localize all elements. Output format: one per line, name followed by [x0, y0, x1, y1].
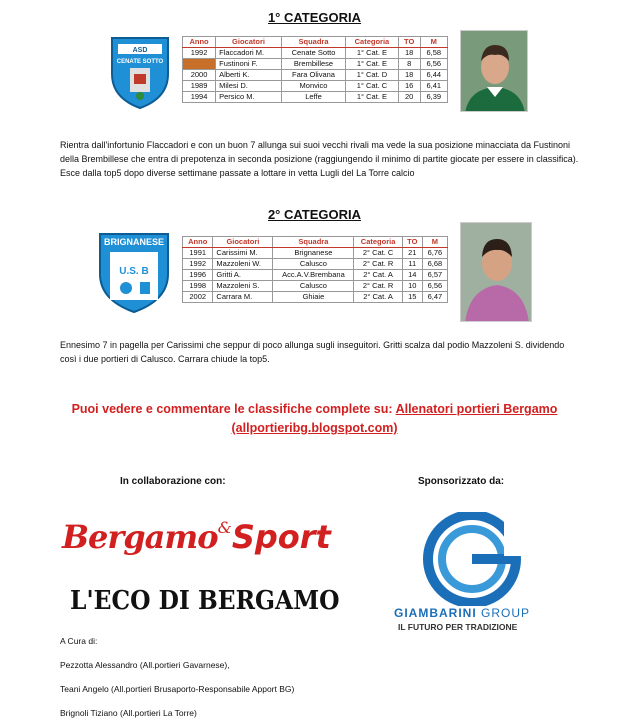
col-anno: Anno — [183, 237, 213, 248]
promo-link[interactable]: Allenatori portieri Bergamo — [395, 402, 558, 416]
cell: 20 — [398, 92, 420, 103]
cell: Carissimi M. — [213, 248, 273, 259]
bergamo-sport-logo — [62, 518, 362, 568]
table-row — [183, 59, 448, 70]
cell: Flaccadori M. — [216, 48, 282, 59]
cell: 1992 — [183, 259, 213, 270]
cell: Monvico — [281, 81, 345, 92]
logo-text-asd: ASD — [132, 47, 148, 54]
cell: 18 — [398, 70, 420, 81]
cat1-title: 1° CATEGORIA — [267, 10, 362, 25]
cell: 6,76 — [422, 248, 447, 259]
eco-di-bergamo-logo: L'ECO DI BERGAMO — [70, 586, 340, 616]
cell: 2002 — [183, 292, 213, 303]
col-giocatori: Giocatori — [216, 37, 282, 48]
cell: 1° Cat. E — [346, 59, 399, 70]
cell: Mazzoleni S. — [213, 281, 273, 292]
col-squadra: Squadra — [273, 237, 354, 248]
sport-word: Sport — [231, 518, 331, 556]
table-row — [183, 81, 448, 92]
col-m: M — [420, 37, 447, 48]
table-row — [183, 270, 448, 281]
cell: 2° Cat. R — [354, 259, 402, 270]
cell: Calusco — [273, 281, 354, 292]
cell: 1996 — [183, 270, 213, 281]
brignanese-logo — [96, 230, 172, 314]
cell: 8 — [398, 59, 420, 70]
cell: 2° Cat. R — [354, 281, 402, 292]
cell: Fustinoni F. — [216, 59, 282, 70]
cell: 2000 — [183, 70, 216, 81]
logo-text-brignanese: BRIGNANESE — [103, 237, 165, 247]
logo-letters: U.S. B — [119, 266, 149, 277]
cell: Calusco — [273, 259, 354, 270]
col-categoria: Categoria — [354, 237, 402, 248]
cell: 18 — [398, 48, 420, 59]
giambarini-g-logo — [420, 512, 524, 606]
table-row — [183, 281, 448, 292]
giambarini-tagline: IL FUTURO PER TRADIZIONE — [398, 622, 518, 632]
table-row — [183, 70, 448, 81]
cell: Cenate Sotto — [281, 48, 345, 59]
cell: 21 — [402, 248, 422, 259]
credits-heading: A Cura di: — [60, 636, 98, 646]
cell: 6,39 — [420, 92, 447, 103]
cell: Milesi D. — [216, 81, 282, 92]
cat2-title: 2° CATEGORIA — [267, 207, 362, 222]
cell: 2° Cat. C — [354, 248, 402, 259]
cell: 15 — [402, 292, 422, 303]
amp-sign: & — [217, 518, 232, 537]
logo-text-cenate: CENATE SOTTO — [116, 59, 164, 65]
cell: 6,47 — [422, 292, 447, 303]
cell: Carrara M. — [213, 292, 273, 303]
cell: 2° Cat. A — [354, 292, 402, 303]
cell: Fara Olivana — [281, 70, 345, 81]
cell: Brignanese — [273, 248, 354, 259]
collab-heading: In collaborazione con: — [120, 476, 226, 487]
table-row — [183, 248, 448, 259]
cat2-table — [182, 236, 448, 303]
cell — [183, 59, 216, 70]
cell: 1° Cat. C — [346, 81, 399, 92]
cell: 1989 — [183, 81, 216, 92]
col-categoria: Categoria — [346, 37, 399, 48]
cell: 1992 — [183, 48, 216, 59]
col-giocatori: Giocatori — [213, 237, 273, 248]
cell: 6,68 — [422, 259, 447, 270]
cell: 1° Cat. E — [346, 48, 399, 59]
giambarini-group: GROUP — [481, 606, 531, 620]
cell: Brembillese — [281, 59, 345, 70]
cell: 6,58 — [420, 48, 447, 59]
cell: 6,57 — [422, 270, 447, 281]
table-row — [183, 259, 448, 270]
col-anno: Anno — [183, 37, 216, 48]
cell: Alberti K. — [216, 70, 282, 81]
cell: 1991 — [183, 248, 213, 259]
cell: 1° Cat. E — [346, 92, 399, 103]
cell: 6,56 — [422, 281, 447, 292]
promo-block — [0, 400, 629, 438]
credits-line-3: Brignoli Tiziano (All.portieri La Torre) — [60, 708, 197, 718]
credits-line-1: Pezzotta Alessandro (All.portieri Gavarnese), — [60, 660, 230, 670]
table-row — [183, 48, 448, 59]
cell: 2° Cat. A — [354, 270, 402, 281]
cell: Acc.A.V.Brembana — [273, 270, 354, 281]
col-m: M — [422, 237, 447, 248]
credits-line-2: Teani Angelo (All.portieri Brusaporto-Responsabile Apport BG) — [60, 684, 295, 694]
cell: 10 — [402, 281, 422, 292]
player-photo-flaccadori — [460, 30, 528, 112]
cell: Persico M. — [216, 92, 282, 103]
cell: 1994 — [183, 92, 216, 103]
cat1-table — [182, 36, 448, 103]
cat1-paragraph: Rientra dall'infortunio Flaccadori e con un buon 7 allunga sui suoi vecchi rivali ma vede la sua posizione minacciata da Fustinoni della Brembillese che entra di prepotenza in seconda posizione (raggiungendo il minimo di partite giocate per essere in classifica). Esce dalla top5 dopo diverse settimane passate a lottare in vetta Lugli del La Torre calcio — [60, 140, 579, 178]
cell: Ghiaie — [273, 292, 354, 303]
col-to: TO — [402, 237, 422, 248]
giambarini-brand: GIAMBARINI — [394, 606, 477, 620]
cell: 1998 — [183, 281, 213, 292]
cell: 14 — [402, 270, 422, 281]
cell: 16 — [398, 81, 420, 92]
cell: Leffe — [281, 92, 345, 103]
cenate-sotto-logo — [108, 34, 172, 110]
cell: 6,44 — [420, 70, 447, 81]
cell: 6,56 — [420, 59, 447, 70]
col-to: TO — [398, 37, 420, 48]
table-row — [183, 92, 448, 103]
cell: Mazzoleni W. — [213, 259, 273, 270]
table-row — [183, 292, 448, 303]
player-photo-carissimi — [460, 222, 532, 322]
giambarini-name — [394, 606, 530, 620]
cell: Gritti A. — [213, 270, 273, 281]
sponsor-heading: Sponsorizzato da: — [418, 476, 505, 487]
cell: 11 — [402, 259, 422, 270]
cell: 1° Cat. D — [346, 70, 399, 81]
col-squadra: Squadra — [281, 37, 345, 48]
promo-url[interactable]: (allportieribg.blogspot.com) — [231, 421, 398, 435]
bergamo-word: Bergamo — [62, 518, 218, 556]
promo-text: Puoi vedere e commentare le classifiche complete su: — [71, 402, 396, 416]
cat2-paragraph: Ennesimo 7 in pagella per Carissimi che seppur di poco allunga sugli inseguitori. Gritti scalza dal podio Mazzoleni S. dividendo così i due portieri di Calusco. Carrara chiude la top5. — [60, 340, 565, 364]
cell: 6,41 — [420, 81, 447, 92]
